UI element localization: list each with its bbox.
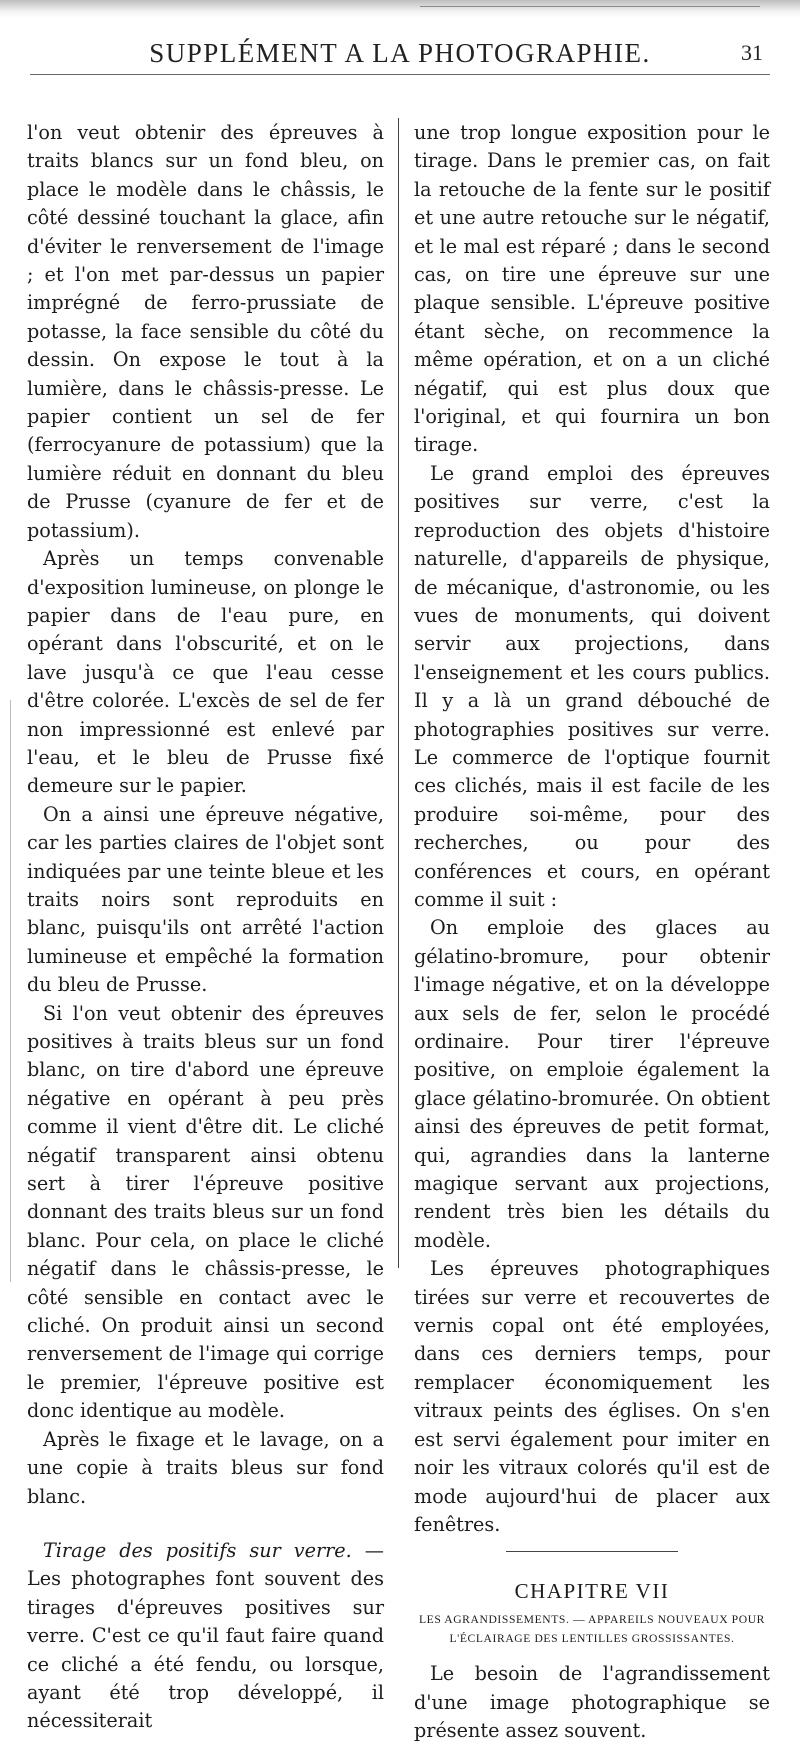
page-left-edge: [10, 700, 11, 1282]
page-number: 31: [741, 40, 763, 65]
paragraph: Le besoin de l'agrandissement d'une image photographique se présente assez souvent.: [414, 1662, 770, 1743]
running-head: [0, 38, 800, 78]
paragraph-text: — Les photographes font souvent des tirages d'épreuves positives sur verre. C'est ce qu'il faut faire quand ce cliché a été fendu, ou lorsque, ayant été trop développé, il nécessiterait: [27, 1538, 384, 1733]
page-top-edge: [0, 0, 800, 18]
section-rule: [506, 1551, 678, 1552]
left-column: [27, 119, 384, 1736]
page-edge-line: [420, 6, 760, 7]
chapter-title: CHAPITRE VII: [514, 1579, 670, 1604]
paragraph: On a ainsi une épreuve négative, car les parties claires de l'objet sont indiquées par une teinte bleue et les traits noirs sont reproduits en blanc, puisqu'ils ont arrêté l'action lumineuse et empêché la formation du bleu de Prusse.: [27, 802, 384, 997]
italic-heading: Tirage des positifs sur verre.: [43, 1538, 352, 1562]
running-head-title: SUPPLÉMENT A LA PHOTOGRAPHIE.: [149, 38, 651, 68]
header-rule: [30, 74, 770, 75]
paragraph: Après un temps convenable d'exposition lumineuse, on plonge le papier dans de l'eau pure, en opérant dans l'obscurité, et on le lave jusqu'à ce que l'eau cesse d'être colorée. L'excès de sel de fer non impressionné est enlevé par l'eau, et le bleu de Prusse fixé demeure sur le papier.: [27, 547, 384, 798]
chapter-summary: LES AGRANDISSEMENTS. — APPAREILS NOUVEAUX POUR L'ÉCLAIRAGE DES LENTILLES GROSSISSANTES.: [418, 1613, 766, 1646]
paragraph: Le grand emploi des épreuves positives sur verre, c'est la reproduction des objets d'histoire naturelle, d'appareils de physique, de mécanique, d'astronomie, ou les vues de monuments, qui doivent servir aux projections, dans l'enseignement et les cours publics. Il y a là un grand débouché de photographies positives sur verre. Le commerce de l'optique fournit ces clichés, mais il est facile de les produire soi-même, pour des recherches, ou pour des conférences et cours, en opérant comme il suit :: [414, 461, 770, 911]
right-column: [414, 119, 770, 1746]
paragraph: une trop longue exposition pour le tirage. Dans le premier cas, on fait la retouche de la fente sur le positif et une autre retouche sur le négatif, et le mal est réparé ; dans le second cas, on tire une épreuve sur une plaque sensible. L'épreuve positive étant sèche, on recommence la même opération, et on a un cliché négatif, qui est plus doux que l'original, et qui fournira un bon tirage.: [414, 121, 770, 457]
column-divider: [398, 118, 399, 1268]
paragraph: l'on veut obtenir des épreuves à traits blancs sur un fond bleu, on place le modèle dans le châssis, le côté dessiné touchant la glace, afin d'éviter le renversement de l'image ; et l'on met par-dessus un papier imprégné de ferro-prussiate de potasse, la face sensible du côté du dessin. On expose le tout à la lumière, dans le châssis-presse. Le papier contient un sel de fer (ferrocyanure de potassium) que la lumière réduit en donnant du bleu de Prusse (cyanure de fer et de potassium).: [27, 121, 384, 542]
paragraph: Si l'on veut obtenir des épreuves positives à traits bleus sur un fond blanc, on tire d'abord une épreuve négative en opérant à peu près comme il vient d'être dit. Le cliché négatif transparent ainsi obtenu sert à tirer l'épreuve positive donnant des traits bleus sur un fond blanc. Pour cela, on place le cliché négatif dans le châssis-presse, le côté sensible en contact avec le cliché. On produit ainsi un second renversement de l'image qui corrige le premier, l'épreuve positive est donc identique au modèle.: [27, 1001, 384, 1423]
paragraph: Les épreuves photographiques tirées sur verre et recouvertes de vernis copal ont été employées, dans ces derniers temps, pour remplacer économiquement les vitraux peints des églises. On s'en est servi également pour imiter en noir les vitraux colorés qu'il est de mode aujourd'hui de placer aux fenêtres.: [414, 1257, 770, 1536]
paragraph: Après le fixage et le lavage, on a une copie à traits bleus sur fond blanc.: [27, 1427, 384, 1508]
paragraph-positive-glass: [27, 1537, 384, 1736]
paragraph: On emploie des glaces au gélatino-bromure, pour obtenir l'image négative, et on la développe aux sels de fer, selon le procédé ordinaire. Pour tirer l'épreuve positive, on emploie également la glace gélatino-bromurée. On obtient ainsi des épreuves de petit format, qui, agrandies dans la lanterne magique servant aux projections, rendent très bien les détails du modèle.: [414, 916, 770, 1252]
